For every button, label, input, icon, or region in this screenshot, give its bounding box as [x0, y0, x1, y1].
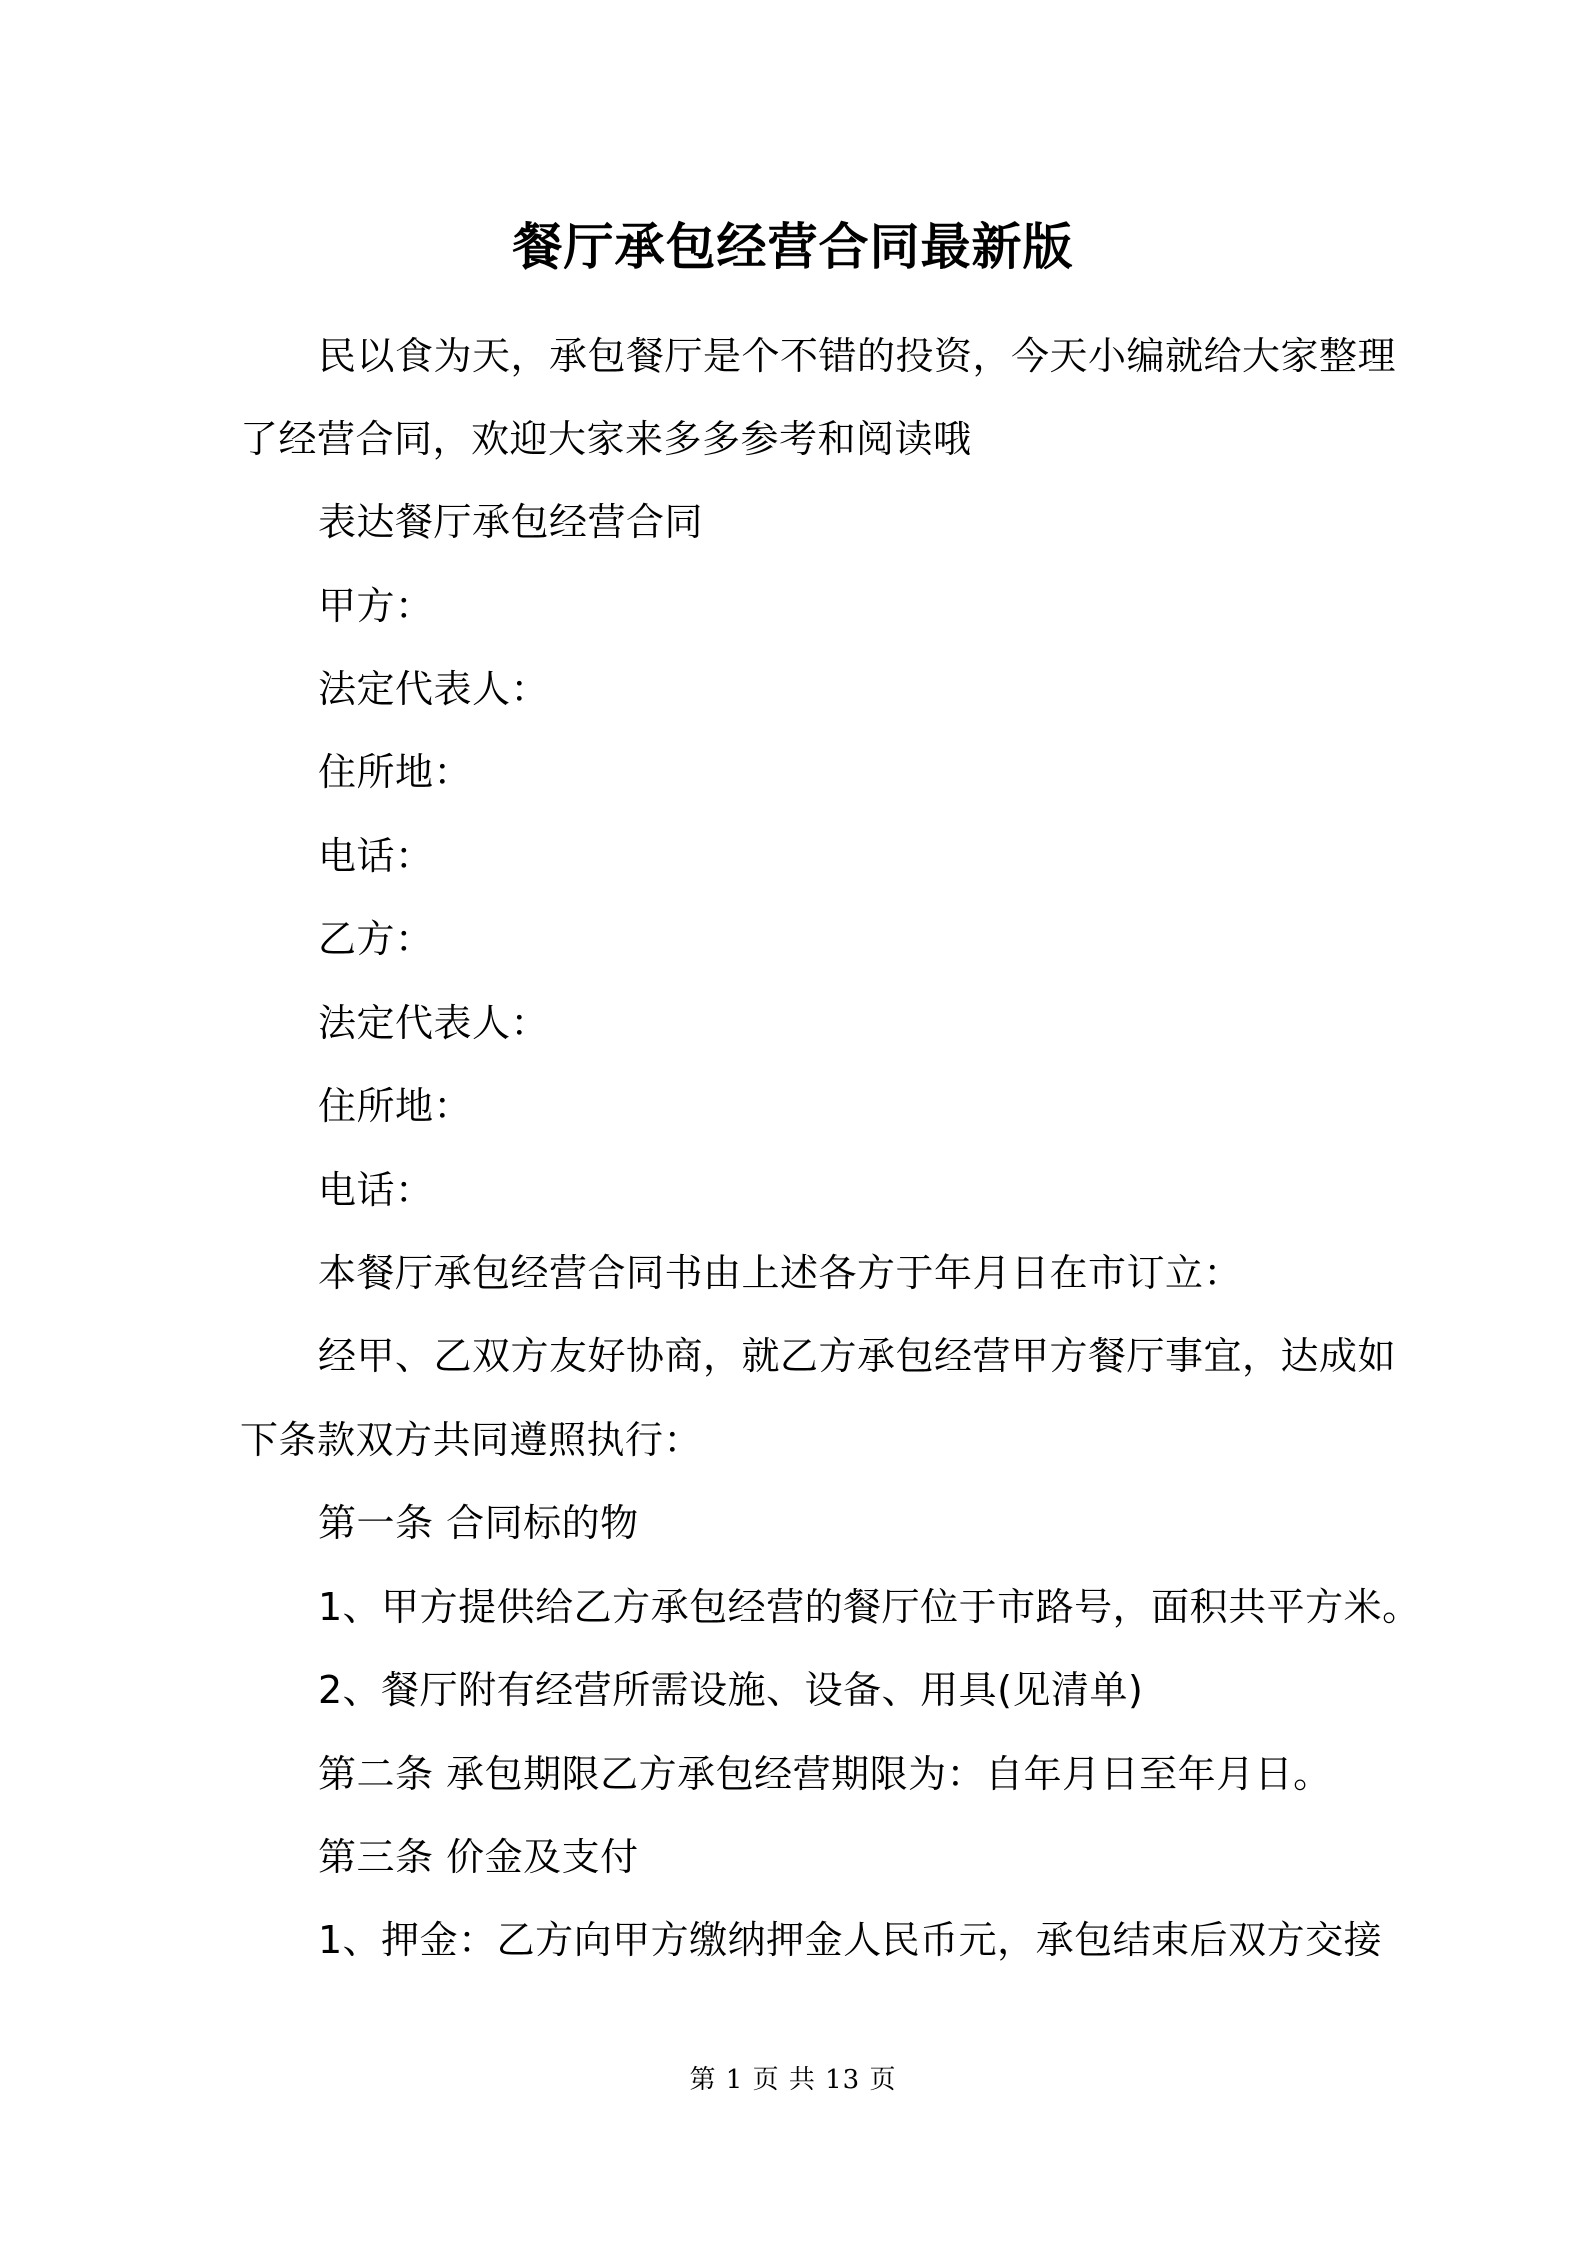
paragraph-line: 经甲、乙双方友好协商，就乙方承包经营甲方餐厅事宜，达成如 — [318, 1334, 1397, 1378]
field-label-representative: 法定代表人： — [318, 667, 550, 711]
article-heading: 第一条 合同标的物 — [318, 1501, 639, 1545]
field-label-phone: 电话： — [318, 1168, 434, 1212]
paragraph-line: 1、押金：乙方向甲方缴纳押金人民币元，承包结束后双方交接 — [318, 1918, 1383, 1962]
paragraph-line: 表达餐厅承包经营合同 — [318, 500, 704, 544]
paragraph-line: 下条款双方共同遵照执行： — [240, 1418, 703, 1462]
field-label-address: 住所地： — [318, 1084, 473, 1128]
field-label-representative: 法定代表人： — [318, 1001, 550, 1045]
document-title: 餐厅承包经营合同最新版 — [512, 218, 1074, 276]
field-label-address: 住所地： — [318, 750, 473, 794]
paragraph-line: 本餐厅承包经营合同书由上述各方于年月日在市订立： — [318, 1251, 1243, 1295]
article-heading: 第二条 承包期限乙方承包经营期限为：自年月日至年月日。 — [318, 1752, 1332, 1796]
article-heading: 第三条 价金及支付 — [318, 1835, 639, 1879]
field-label-party-b: 乙方： — [318, 917, 434, 961]
paragraph-line: 2、餐厅附有经营所需设施、设备、用具(见清单) — [318, 1668, 1144, 1712]
paragraph-line: 1、甲方提供给乙方承包经营的餐厅位于市路号，面积共平方米。 — [318, 1585, 1421, 1629]
field-label-phone: 电话： — [318, 834, 434, 878]
field-label-party-a: 甲方： — [318, 584, 434, 628]
paragraph-line: 民以食为天，承包餐厅是个不错的投资，今天小编就给大家整理 — [318, 334, 1397, 378]
paragraph-line: 了经营合同，欢迎大家来多多参考和阅读哦 — [240, 417, 972, 461]
page-footer: 第 1 页 共 13 页 — [689, 2065, 897, 2095]
